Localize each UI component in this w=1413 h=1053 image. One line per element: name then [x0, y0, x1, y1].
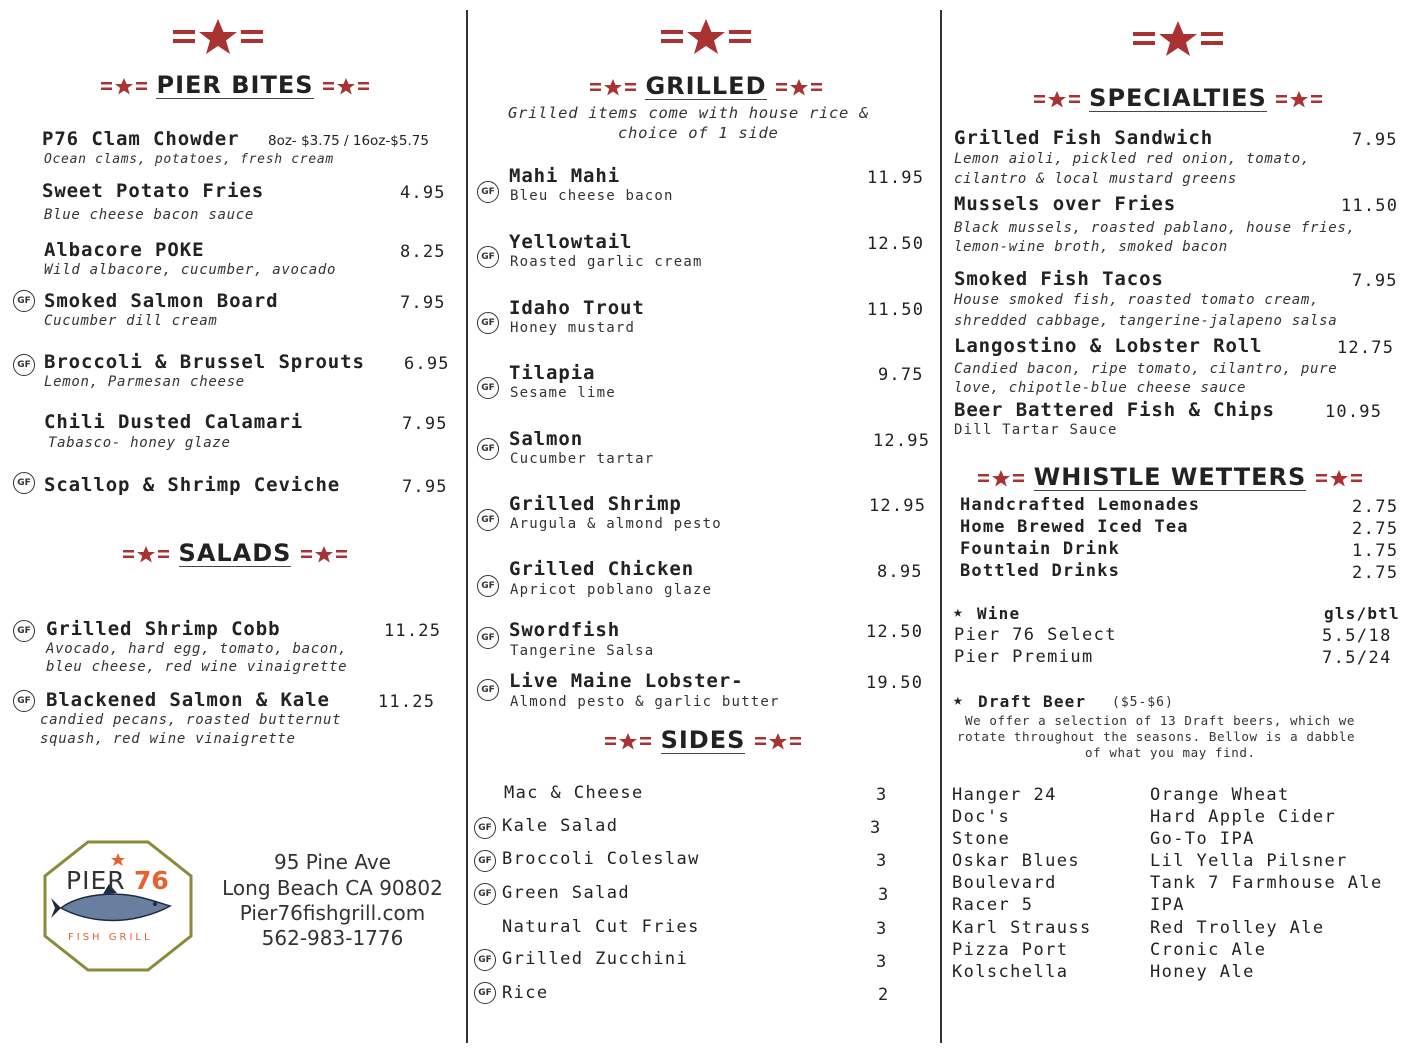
draft-beer-note: of what you may find. — [1085, 745, 1256, 760]
menu-item-name: Smoked Salmon Board — [44, 290, 279, 312]
menu-item-description: Cucumber dill cream — [44, 313, 218, 329]
star-badge-icon — [163, 17, 273, 57]
menu-item-description: Apricot poblano glaze — [510, 582, 713, 598]
menu-item-name: Swordfish — [509, 619, 621, 641]
menu-item-name: Langostino & Lobster Roll — [954, 335, 1263, 357]
sides-title — [503, 726, 903, 754]
beer-name: Cronic Ale — [1150, 940, 1267, 960]
salads-title — [40, 539, 430, 567]
drink-price: 2.75 — [1352, 497, 1399, 517]
menu-item-description: Lemon aioli, pickled red onion, tomato, — [954, 151, 1311, 167]
gluten-free-icon: GF — [477, 575, 499, 597]
logo-fish-grill-text: FISH GRILL — [68, 932, 153, 943]
draft-beer-note: rotate throughout the seasons. Bellow is a dabble — [957, 729, 1356, 744]
grilled-note: choice of 1 side — [618, 124, 779, 142]
gluten-free-icon: GF — [13, 620, 35, 642]
section-title-text: GRILLED — [645, 72, 767, 100]
menu-item-description: Arugula & almond pesto — [510, 516, 722, 532]
menu-item-price: 11.25 — [384, 621, 442, 641]
column-divider-right — [940, 10, 942, 1043]
side-item-name: Grilled Zucchini — [502, 949, 689, 969]
section-title-text: SPECIALTIES — [1089, 84, 1267, 112]
gluten-free-icon: GF — [13, 472, 35, 494]
title-star-decoration-icon — [1276, 89, 1322, 109]
menu-item-name: Scallop & Shrimp Ceviche — [44, 474, 341, 496]
title-star-decoration-icon — [978, 468, 1024, 488]
pier76-logo — [43, 840, 193, 972]
title-star-decoration-icon — [301, 544, 347, 564]
menu-item-name: Grilled Shrimp — [509, 493, 682, 515]
menu-item-description: Blue cheese bacon sauce — [44, 207, 254, 223]
menu-item-description: Wild albacore, cucumber, avocado — [44, 262, 337, 278]
side-item-price: 2 — [878, 985, 890, 1005]
menu-item-price: 6.95 — [404, 354, 450, 374]
draft-beer-label: Draft Beer — [978, 692, 1087, 711]
menu-item-description: Bleu cheese bacon — [510, 188, 674, 204]
gluten-free-icon: GF — [477, 312, 499, 334]
menu-item-name: Yellowtail — [509, 231, 633, 253]
menu-item-description: House smoked fish, roasted tomato cream, — [954, 292, 1320, 308]
menu-item-description: Lemon, Parmesan cheese — [44, 374, 245, 390]
title-star-decoration-icon — [1034, 89, 1080, 109]
section-title-text: SIDES — [660, 726, 746, 754]
drink-name: Home Brewed Iced Tea — [960, 517, 1189, 537]
title-star-decoration-icon — [323, 76, 369, 96]
side-item-price: 3 — [876, 952, 888, 972]
gluten-free-icon: GF — [477, 438, 499, 460]
menu-item-description: Honey mustard — [510, 320, 636, 336]
side-item-price: 3 — [878, 885, 890, 905]
gluten-free-icon: GF — [477, 181, 499, 203]
drink-price: 1.75 — [1352, 541, 1399, 561]
beer-star-icon: ★ — [953, 690, 963, 709]
title-star-decoration-icon — [605, 731, 651, 751]
draft-beer-note: We offer a selection of 13 Draft beers, which we — [965, 713, 1356, 728]
menu-item-description: Cucumber tartar — [510, 451, 655, 467]
menu-item-name: Chili Dusted Calamari — [44, 411, 304, 433]
menu-item-price: 11.50 — [867, 300, 925, 320]
drink-name: Fountain Drink — [960, 539, 1121, 559]
beer-name: Boulevard — [952, 873, 1057, 893]
address-line: 95 Pine Ave — [274, 850, 391, 874]
section-title-text: SALADS — [178, 539, 292, 567]
title-star-decoration-icon — [101, 76, 147, 96]
title-star-decoration-icon — [1316, 468, 1362, 488]
menu-item-name: Smoked Fish Tacos — [954, 268, 1164, 290]
menu-item-price: 4.95 — [400, 183, 446, 203]
grilled-note: Grilled items come with house rice & — [508, 104, 870, 122]
wine-price: 7.5/24 — [1322, 648, 1392, 668]
menu-item-name: Grilled Fish Sandwich — [954, 127, 1214, 149]
menu-item-price: 7.95 — [400, 293, 446, 313]
gluten-free-icon: GF — [13, 290, 35, 312]
menu-item-name: Idaho Trout — [509, 297, 645, 319]
drink-name: Bottled Drinks — [960, 561, 1121, 581]
star-badge-icon — [1123, 19, 1233, 59]
menu-item-price: 7.95 — [1352, 130, 1398, 150]
title-star-decoration-icon — [755, 731, 801, 751]
beer-name: Oskar Blues — [952, 851, 1080, 871]
menu-item-name: Salmon — [509, 428, 584, 450]
side-item-name: Natural Cut Fries — [502, 917, 700, 937]
side-item-name: Mac & Cheese — [504, 783, 644, 803]
beer-name: Red Trolley Ale — [1150, 918, 1325, 938]
gluten-free-icon: GF — [477, 509, 499, 531]
beer-name: Racer 5 — [952, 895, 1034, 915]
menu-item-description: Ocean clams, potatoes, fresh cream — [44, 152, 334, 167]
beer-name: Stone — [952, 829, 1011, 849]
menu-item-name: Mussels over Fries — [954, 193, 1177, 215]
side-item-price: 3 — [870, 818, 882, 838]
menu-item-price: 8.95 — [877, 562, 923, 582]
menu-item-price: 8.25 — [400, 242, 446, 262]
gluten-free-icon: GF — [474, 982, 496, 1004]
star-badge-icon — [651, 17, 761, 57]
column-divider-left — [466, 10, 468, 1043]
menu-item-description: bleu cheese, red wine vinaigrette — [46, 659, 348, 675]
menu-item-name: Grilled Chicken — [509, 558, 695, 580]
menu-item-description: shredded cabbage, tangerine-jalapeno salsa — [954, 313, 1338, 329]
menu-item-description: Almond pesto & garlic butter — [510, 694, 780, 710]
beer-name: Doc's — [952, 807, 1011, 827]
drink-price: 2.75 — [1352, 563, 1399, 583]
menu-item-description: cilantro & local mustard greens — [954, 171, 1237, 187]
menu-item-name: P76 Clam Chowder — [42, 128, 240, 150]
gluten-free-icon: GF — [13, 690, 35, 712]
menu-item-description: lemon-wine broth, smoked bacon — [954, 239, 1228, 255]
draft-beer-price: ($5-$6) — [1112, 695, 1174, 710]
beer-name: Tank 7 Farmhouse Ale — [1150, 873, 1383, 893]
section-title-text: PIER BITES — [156, 71, 314, 99]
menu-item-price: 12.50 — [866, 622, 924, 642]
menu-item-description: Avocado, hard egg, tomato, bacon, — [46, 641, 348, 657]
menu-item-description: Black mussels, roasted pablano, house fries, — [954, 220, 1356, 236]
gluten-free-icon: GF — [13, 354, 35, 376]
wine-price: 5.5/18 — [1322, 626, 1392, 646]
gluten-free-icon: GF — [477, 679, 499, 701]
side-item-name: Broccoli Coleslaw — [502, 849, 700, 869]
logo-pier-text: PIER — [66, 866, 126, 895]
menu-item-name: Sweet Potato Fries — [42, 180, 265, 202]
menu-item-name: Live Maine Lobster- — [509, 670, 744, 692]
beer-name: Lil Yella Pilsner — [1150, 851, 1348, 871]
specialties-title — [978, 84, 1378, 112]
side-item-name: Green Salad — [502, 883, 630, 903]
menu-item-price: 9.75 — [878, 365, 924, 385]
beer-name: Hanger 24 — [952, 785, 1057, 805]
gluten-free-icon: GF — [474, 817, 496, 839]
menu-item-price: 7.95 — [1352, 271, 1398, 291]
menu-item-name: Broccoli & Brussel Sprouts — [44, 351, 365, 373]
menu-item-name: Grilled Shrimp Cobb — [46, 618, 281, 640]
menu-item-price: 7.95 — [402, 414, 448, 434]
menu-item-price: 12.75 — [1337, 338, 1395, 358]
menu-item-description: candied pecans, roasted butternut — [40, 712, 342, 728]
beer-name: Go-To IPA — [1150, 829, 1255, 849]
side-item-price: 3 — [876, 851, 888, 871]
wine-star-icon: ★ — [953, 602, 963, 621]
menu-item-price: 12.95 — [869, 496, 927, 516]
gluten-free-icon: GF — [477, 246, 499, 268]
menu-item-description: Tangerine Salsa — [510, 643, 655, 659]
menu-item-name: Albacore POKE — [44, 239, 205, 261]
menu-item-price: 12.95 — [873, 431, 931, 451]
gluten-free-icon: GF — [474, 949, 496, 971]
menu-item-description: Tabasco- honey glaze — [48, 435, 231, 451]
beer-name: Orange Wheat — [1150, 785, 1290, 805]
menu-item-description: Candied bacon, ripe tomato, cilantro, pure — [954, 361, 1338, 377]
wine-name: Pier 76 Select — [954, 625, 1117, 645]
menu-item-name: Blackened Salmon & Kale — [46, 689, 330, 711]
drink-name: Handcrafted Lemonades — [960, 495, 1201, 515]
menu-item-description: Sesame lime — [510, 385, 616, 401]
website-link[interactable]: Pier76fishgrill.com — [239, 901, 426, 925]
grilled-title — [506, 72, 906, 100]
logo-number-text: 76 — [134, 866, 169, 895]
menu-item-description: Dill Tartar Sauce — [954, 422, 1118, 438]
wine-name: Pier Premium — [954, 647, 1094, 667]
menu-item-price: 7.95 — [402, 477, 448, 497]
pier-bites-title — [40, 71, 430, 99]
drink-price: 2.75 — [1352, 519, 1399, 539]
menu-item-price: 12.50 — [867, 234, 925, 254]
side-item-name: Rice — [502, 983, 549, 1003]
side-item-name: Kale Salad — [502, 816, 619, 836]
menu-item-name: Mahi Mahi — [509, 165, 621, 187]
section-title-text: WHISTLE WETTERS — [1033, 463, 1307, 491]
beer-name: Pizza Port — [952, 940, 1069, 960]
beer-name: Hard Apple Cider — [1150, 807, 1337, 827]
title-star-decoration-icon — [776, 77, 822, 97]
menu-item-description: Roasted garlic cream — [510, 254, 703, 270]
menu-item-description: love, chipotle-blue cheese sauce — [954, 380, 1247, 396]
beer-name: IPA — [1150, 895, 1185, 915]
menu-item-description: squash, red wine vinaigrette — [40, 731, 296, 747]
menu-item-price: 19.50 — [866, 673, 924, 693]
beer-name: Honey Ale — [1150, 962, 1255, 982]
menu-item-price: 11.50 — [1341, 196, 1399, 216]
title-star-decoration-icon — [590, 77, 636, 97]
beer-name: Kolschella — [952, 962, 1069, 982]
menu-item-price: 10.95 — [1325, 402, 1383, 422]
wine-column-header: gls/btl — [1324, 604, 1400, 623]
wine-label: Wine — [977, 604, 1021, 623]
side-item-price: 3 — [876, 785, 888, 805]
phone-number[interactable]: 562-983-1776 — [261, 926, 404, 950]
gluten-free-icon: GF — [474, 883, 496, 905]
gluten-free-icon: GF — [477, 377, 499, 399]
gluten-free-icon: GF — [474, 850, 496, 872]
menu-item-name: Tilapia — [509, 362, 596, 384]
menu-item-price: 11.95 — [867, 168, 925, 188]
menu-item-price: 8oz- $3.75 / 16oz-$5.75 — [268, 133, 429, 149]
menu-item-name: Beer Battered Fish & Chips — [954, 399, 1275, 421]
menu-item-price: 11.25 — [378, 692, 436, 712]
city-line: Long Beach CA 90802 — [222, 876, 443, 900]
gluten-free-icon: GF — [477, 627, 499, 649]
side-item-price: 3 — [876, 919, 888, 939]
whistle-wetters-title — [940, 463, 1400, 491]
beer-name: Karl Strauss — [952, 918, 1092, 938]
title-star-decoration-icon — [123, 544, 169, 564]
